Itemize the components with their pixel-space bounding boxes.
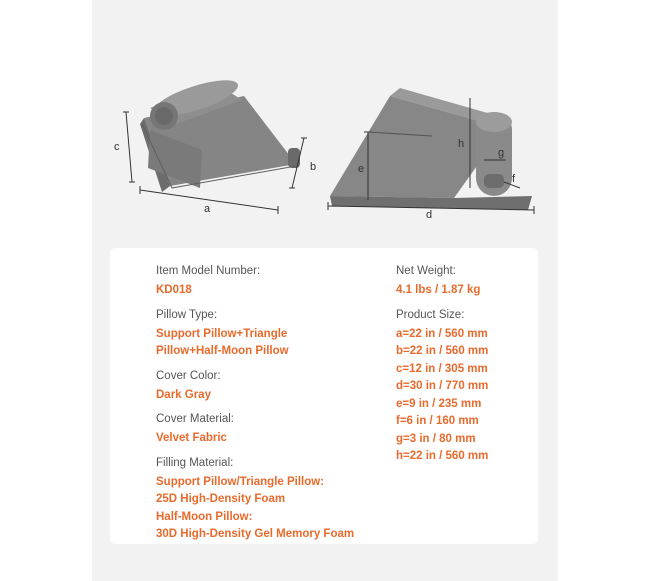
pillow-illustration <box>92 0 558 240</box>
cover-color-label: Cover Color: <box>156 369 221 382</box>
spec-item-model <box>156 264 396 300</box>
spec-net-weight <box>396 264 536 300</box>
filling-material-label: Filling Material: <box>156 456 234 469</box>
item-model-value: KD018 <box>156 284 192 296</box>
product-size-line-c: c=12 in / 305 mm <box>396 362 488 375</box>
product-size-line-g: g=3 in / 80 mm <box>396 432 476 445</box>
dim-label-c: c <box>114 141 120 153</box>
dimension-e <box>358 163 364 175</box>
dim-label-h: h <box>458 138 465 150</box>
filling-material-line: 25D High-Density Foam <box>156 493 286 505</box>
product-size-line-a: a=22 in / 560 mm <box>396 327 488 340</box>
spec-card <box>110 248 538 544</box>
spec-cover-color <box>156 369 396 405</box>
spec-column-left <box>156 264 396 552</box>
spec-cover-material <box>156 412 396 448</box>
spec-pillow-type <box>156 308 396 361</box>
spec-product-size <box>396 308 536 466</box>
dim-label-g: g <box>498 147 505 159</box>
support-pillow-image <box>140 73 300 192</box>
filling-material-line: Half-Moon Pillow: <box>156 510 253 523</box>
spec-column-right <box>396 264 536 474</box>
pillow-type-value-line: Pillow+Half-Moon Pillow <box>156 345 289 357</box>
product-size-line-h: h=22 in / 560 mm <box>396 450 489 462</box>
product-size-line-b: b=22 in / 560 mm <box>396 345 489 357</box>
dim-label-d: d <box>426 209 433 221</box>
dimension-c <box>114 112 135 182</box>
filling-material-line: Support Pillow/Triangle Pillow: <box>156 475 325 488</box>
cover-material-label: Cover Material: <box>156 413 234 425</box>
dim-label-b-visible: b <box>310 161 317 173</box>
item-model-label: Item Model Number: <box>156 265 261 277</box>
product-size-line-d: d=30 in / 770 mm <box>396 380 489 392</box>
pillow-type-value-line: Support Pillow+Triangle <box>156 327 288 340</box>
dimension-a <box>140 186 278 215</box>
dim-label-e: e <box>358 163 365 175</box>
product-size-line-f: f=6 in / 160 mm <box>396 415 479 427</box>
product-size-line-e: e=9 in / 235 mm <box>396 397 482 410</box>
product-size-label: Product Size: <box>396 308 465 321</box>
net-weight-value: 4.1 lbs / 1.87 kg <box>396 284 481 296</box>
cover-material-value: Velvet Fabric <box>156 432 227 444</box>
pillow-type-label: Pillow Type: <box>156 308 218 321</box>
product-canvas <box>92 0 558 581</box>
net-weight-label: Net Weight: <box>396 265 456 277</box>
filling-material-line: 30D High-Density Gel Memory Foam <box>156 528 355 540</box>
spec-filling-material <box>156 456 396 544</box>
cover-color-value: Dark Gray <box>156 388 211 401</box>
dim-label-f: f <box>512 173 516 185</box>
dim-label-a: a <box>204 203 211 215</box>
